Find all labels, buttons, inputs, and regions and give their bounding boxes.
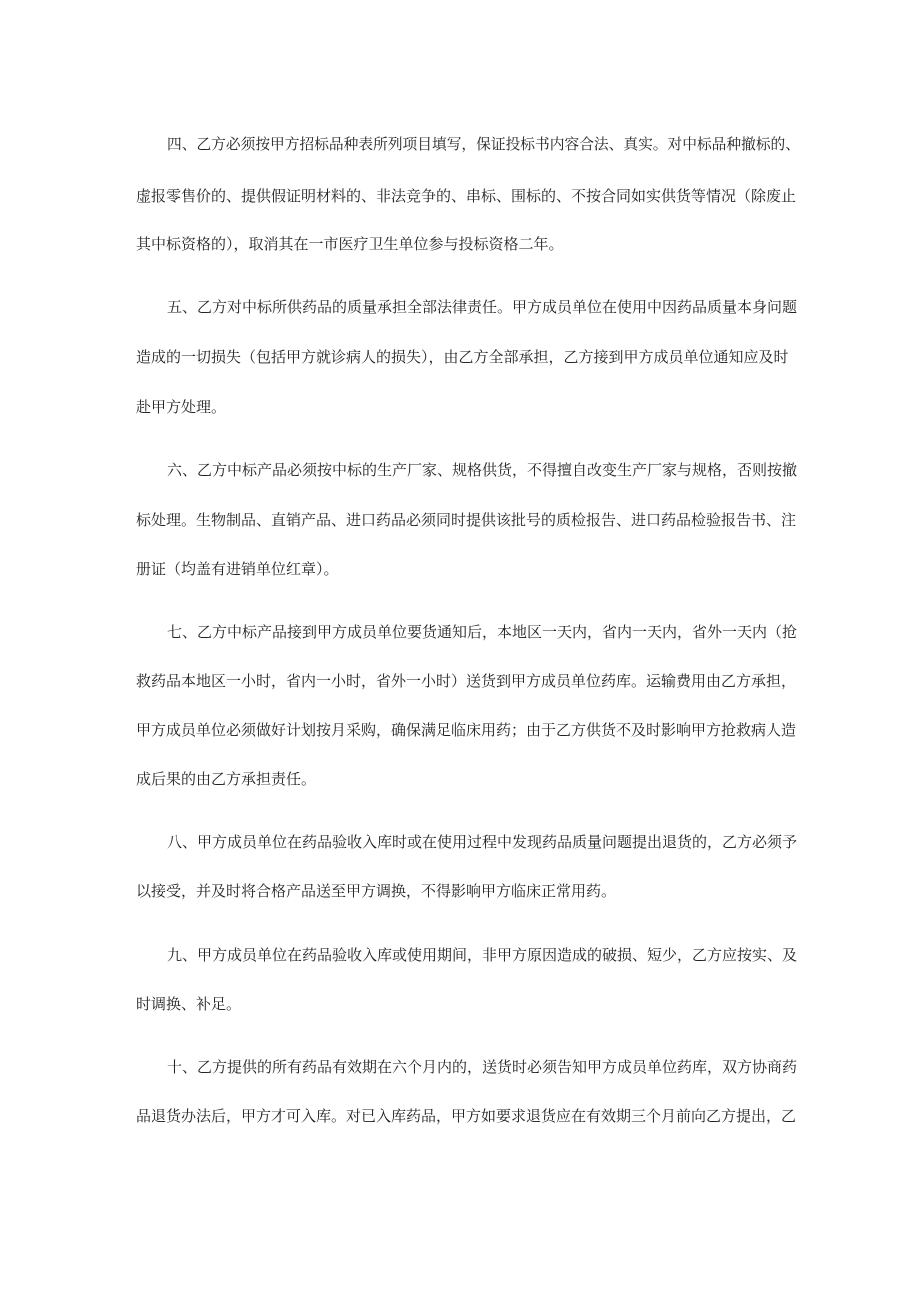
clause-4-line-1: 四、乙方必须按甲方招标品种表所列项目填写，保证投标书内容合法、真实。对中标品种撤标的、 [167,135,801,153]
clause-5-line-2: 造成的一切损失（包括甲方就诊病人的损失），由乙方全部承担，乙方接到甲方成员单位通知应及时 [136,348,789,366]
clause-7-line-4: 成后果的由乙方承担责任。 [136,770,317,788]
clause-7-line-1: 七、乙方中标产品接到甲方成员单位要货通知后，本地区一天内，省内一天内，省外一天内（抢 [167,623,798,641]
clause-10-line-1: 十、乙方提供的所有药品有效期在六个月内的，送货时必须告知甲方成员单位药库，双方协商药 [167,1058,798,1076]
clause-6-line-2: 标处理。生物制品、直销产品、进口药品必须同时提供该批号的质检报告、进口药品检验报告书、注 [136,511,797,529]
clause-4-line-3: 其中标资格的），取消其在一市医疗卫生单位参与投标资格二年。 [136,235,564,253]
clause-6-line-1: 六、乙方中标产品必须按中标的生产厂家、规格供货，不得擅自改变生产厂家与规格，否则按撤 [167,461,798,479]
clause-8-line-2: 以接受，并及时将合格产品送至甲方调换，不得影响甲方临床正常用药。 [136,882,617,900]
clause-10-line-2: 品退货办法后，甲方才可入库。对已入库药品，甲方如要求退货应在有效期三个月前向乙方提出，乙 [136,1107,797,1125]
clause-5-line-3: 赴甲方处理。 [136,398,227,416]
clause-5-line-1: 五、乙方对中标所供药品的质量承担全部法律责任。甲方成员单位在使用中因药品质量本身问题 [167,298,798,316]
clause-8-line-1: 八、甲方成员单位在药品验收入库时或在使用过程中发现药品质量问题提出退货的，乙方必须予 [167,833,798,851]
clause-7-line-2: 救药品本地区一小时，省内一小时，省外一小时）送货到甲方成员单位药库。运输费用由乙方承担， [136,672,797,690]
clause-7-line-3: 甲方成员单位必须做好计划按月采购，确保满足临床用药；由于乙方供货不及时影响甲方抢救病人造 [136,721,797,739]
clause-6-line-3: 册证（均盖有进销单位红章）。 [136,560,339,578]
clause-9-line-1: 九、甲方成员单位在药品验收入库或使用期间，非甲方原因造成的破损、短少，乙方应按实、及 [167,946,798,964]
clause-4-line-2: 虚报零售价的、提供假证明材料的、非法竞争的、串标、围标的、不按合同如实供货等情况（除废止 [136,187,797,205]
clause-9-line-2: 时调换、补足。 [136,995,242,1013]
